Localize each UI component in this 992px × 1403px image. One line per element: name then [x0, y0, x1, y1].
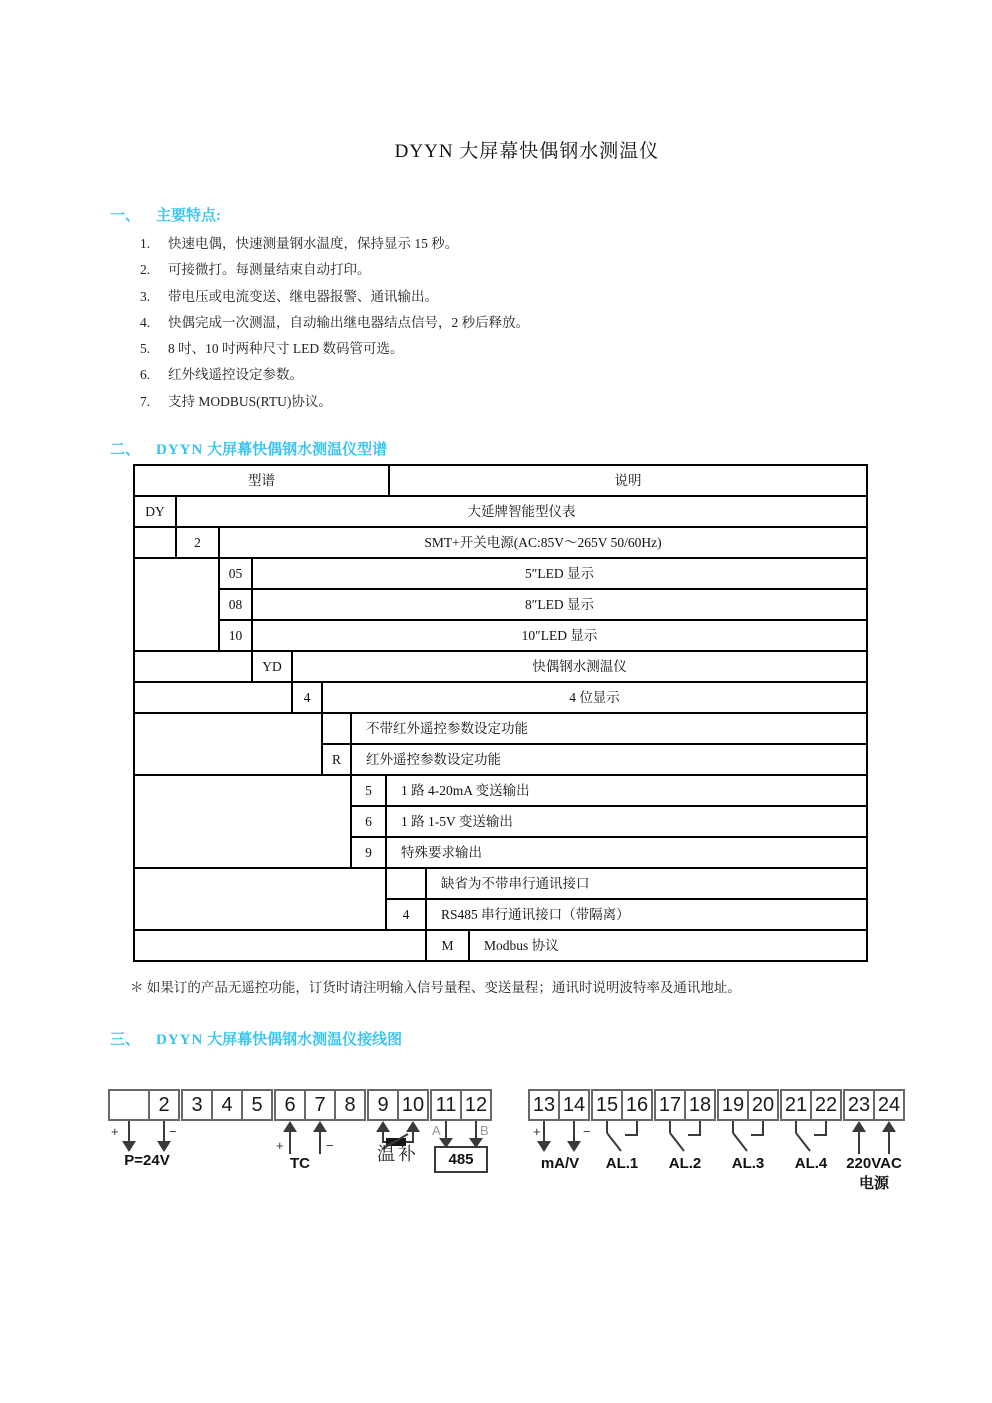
spectrum-desc-cell: 缺省为不带串行通讯接口 [425, 867, 868, 900]
section-heading-features [110, 204, 221, 225]
terminal-cell: 12 [460, 1091, 490, 1119]
spectrum-desc-cell: 10″LED 显示 [251, 619, 868, 652]
feature-text: 8 吋、10 吋两种尺寸 LED 数码管可选。 [168, 341, 404, 357]
feature-item [140, 389, 840, 415]
terminal-cell: 11 [435, 1094, 457, 1116]
tc-label: TC [290, 1155, 310, 1172]
section-number: 一、 [110, 208, 141, 224]
plus-sign: + [111, 1124, 119, 1139]
feature-item [140, 310, 840, 336]
terminal-cell: 3 [191, 1094, 203, 1116]
feature-list [140, 231, 840, 415]
feature-item [140, 257, 840, 283]
spectrum-code-cell: R [321, 743, 352, 776]
terminal-cell: 6 [284, 1094, 296, 1116]
al3-label: AL.3 [731, 1155, 765, 1172]
spectrum-desc-cell: 4 位显示 [321, 681, 868, 714]
section-number: 三、 [110, 1032, 141, 1048]
terminal-strip-left [108, 1089, 492, 1121]
al1-label: AL.1 [605, 1155, 639, 1172]
terminal-cell: 22 [810, 1091, 840, 1119]
feature-number: 3. [140, 288, 151, 304]
temp-comp-label: 温补 [377, 1144, 419, 1164]
minus-sign: − [169, 1124, 177, 1139]
spectrum-spacer-cell [133, 929, 427, 962]
terminal-cell [110, 1091, 148, 1119]
spectrum-desc-cell: 不带红外遥控参数设定功能 [350, 712, 868, 745]
terminal-cell: 14 [558, 1091, 588, 1119]
spectrum-desc-cell: 5″LED 显示 [251, 557, 868, 590]
al2-label: AL.2 [668, 1155, 702, 1172]
spectrum-code-cell: 6 [350, 805, 387, 838]
mav-label: mA/V [540, 1155, 580, 1172]
spectrum-code-cell: 5 [350, 774, 387, 807]
spectrum-desc-cell: 1 路 4-20mA 变送输出 [385, 774, 868, 807]
section-heading-spectrum [110, 438, 387, 459]
terminal-cell: 4 [211, 1091, 241, 1119]
terminal-cell: 8 [334, 1091, 364, 1119]
terminal-cell: 21 [784, 1094, 808, 1116]
spectrum-spacer-cell [133, 557, 220, 652]
rs485-box: 485 [434, 1146, 488, 1173]
terminal-strip-right [528, 1089, 905, 1121]
terminal-group [843, 1089, 905, 1121]
terminal-cell: 2 [148, 1091, 178, 1119]
table-header-model: 型谱 [133, 464, 390, 497]
feature-item [140, 284, 840, 310]
spectrum-spacer-cell [133, 774, 352, 869]
spectrum-spacer-cell [133, 650, 253, 683]
page-title: DYYN 大屏幕快偶钢水测温仪 [394, 141, 660, 162]
brand-name: DYYN [156, 442, 204, 458]
terminal-group [528, 1089, 590, 1121]
section-number: 二、 [110, 442, 141, 458]
feature-number: 2. [140, 262, 151, 278]
spectrum-spacer-cell [133, 712, 323, 776]
terminal-group [780, 1089, 842, 1121]
terminal-cell: 23 [847, 1094, 871, 1116]
feature-text: 红外线遥控设定参数。 [168, 367, 303, 383]
spectrum-code-cell [321, 712, 352, 745]
section-title: 大屏幕快偶钢水测温仪型谱 [203, 442, 388, 458]
terminal-cell: 19 [721, 1094, 745, 1116]
table-note: ＊ 如果订的产品无遥控功能，订货时请注明输入信号量程、变送量程；通讯时说明波特率及通讯地址。 [130, 980, 741, 995]
spectrum-code-cell: 08 [218, 588, 253, 621]
terminal-cell: 18 [684, 1091, 714, 1119]
spectrum-code-cell: 2 [175, 526, 220, 559]
spectrum-desc-cell: SMT+开关电源(AC:85V～265V 50/60Hz) [218, 526, 868, 559]
spectrum-code-cell: 4 [385, 898, 427, 931]
feature-text: 支持 MODBUS(RTU)协议。 [168, 393, 332, 409]
feature-number: 1. [140, 236, 151, 251]
terminal-group [367, 1089, 429, 1121]
terminal-cell: 24 [873, 1091, 903, 1119]
minus-sign: − [583, 1124, 591, 1139]
feature-number: 7. [140, 393, 151, 409]
spectrum-table [133, 464, 868, 962]
section-title: 大屏幕快偶钢水测温仪接线图 [203, 1032, 403, 1048]
section-heading-wiring [110, 1028, 402, 1049]
terminal-cell: 16 [621, 1091, 651, 1119]
terminal-cell: 17 [658, 1094, 682, 1116]
spectrum-code-cell: 05 [218, 557, 253, 590]
terminal-group [654, 1089, 716, 1121]
terminal-cell: 9 [377, 1094, 389, 1116]
spectrum-code-cell: 9 [350, 836, 387, 869]
p24v-label: P=24V [124, 1152, 170, 1169]
vac-label: 220VAC [846, 1155, 902, 1172]
spectrum-desc-cell: 大延牌智能型仪表 [175, 495, 868, 528]
power-label: 电源 [858, 1175, 890, 1192]
terminal-group [430, 1089, 492, 1121]
table-header-description: 说明 [388, 464, 868, 497]
terminal-group [717, 1089, 779, 1121]
spectrum-spacer-cell [133, 526, 177, 559]
rs485-a-label: A [432, 1123, 441, 1138]
spectrum-desc-cell: 1 路 1-5V 变送输出 [385, 805, 868, 838]
spectrum-code-cell: 10 [218, 619, 253, 652]
feature-text: 带电压或电流变送、继电器报警、通讯输出。 [168, 288, 438, 304]
spectrum-code-cell: 4 [291, 681, 323, 714]
terminal-group [274, 1089, 366, 1121]
terminal-cell: 10 [397, 1091, 427, 1119]
spectrum-code-cell [385, 867, 427, 900]
terminal-cell: 15 [595, 1094, 619, 1116]
terminal-cell: 7 [304, 1091, 334, 1119]
spectrum-desc-cell: 快偶钢水测温仪 [291, 650, 868, 683]
feature-number: 6. [140, 367, 151, 383]
spectrum-desc-cell: 8″LED 显示 [251, 588, 868, 621]
spectrum-desc-cell: Modbus 协议 [468, 929, 868, 962]
feature-number: 4. [140, 314, 151, 330]
terminal-cell: 5 [241, 1091, 271, 1119]
minus-sign: − [326, 1138, 334, 1153]
terminal-group [181, 1089, 273, 1121]
section-title: 主要特点: [156, 208, 222, 224]
spectrum-desc-cell: RS485 串行通讯接口（带隔离） [425, 898, 868, 931]
rs485-b-label: B [480, 1123, 489, 1138]
terminal-group [108, 1089, 180, 1121]
plus-sign: + [533, 1124, 541, 1139]
brand-name: DYYN [156, 1032, 204, 1048]
spectrum-spacer-cell [133, 681, 293, 714]
feature-text: 可接微打。每测量结束自动打印。 [168, 262, 371, 278]
feature-text: 快偶完成一次测温，自动输出继电器结点信号，2 秒后释放。 [168, 314, 530, 330]
spectrum-desc-cell: 特殊要求输出 [385, 836, 868, 869]
al4-label: AL.4 [794, 1155, 828, 1172]
spectrum-code-cell: DY [133, 495, 177, 528]
terminal-group [591, 1089, 653, 1121]
feature-item [140, 231, 840, 257]
plus-sign: + [276, 1138, 284, 1153]
spectrum-spacer-cell [133, 867, 387, 931]
feature-item [140, 336, 840, 362]
terminal-cell: 13 [532, 1094, 556, 1116]
feature-item [140, 362, 840, 388]
feature-text: 快速电偶，快速测量钢水温度，保持显示 15 秒。 [168, 236, 459, 251]
spectrum-code-cell: YD [251, 650, 293, 683]
feature-number: 5. [140, 341, 151, 357]
spectrum-code-cell: M [425, 929, 470, 962]
terminal-cell: 20 [747, 1091, 777, 1119]
spectrum-desc-cell: 红外遥控参数设定功能 [350, 743, 868, 776]
